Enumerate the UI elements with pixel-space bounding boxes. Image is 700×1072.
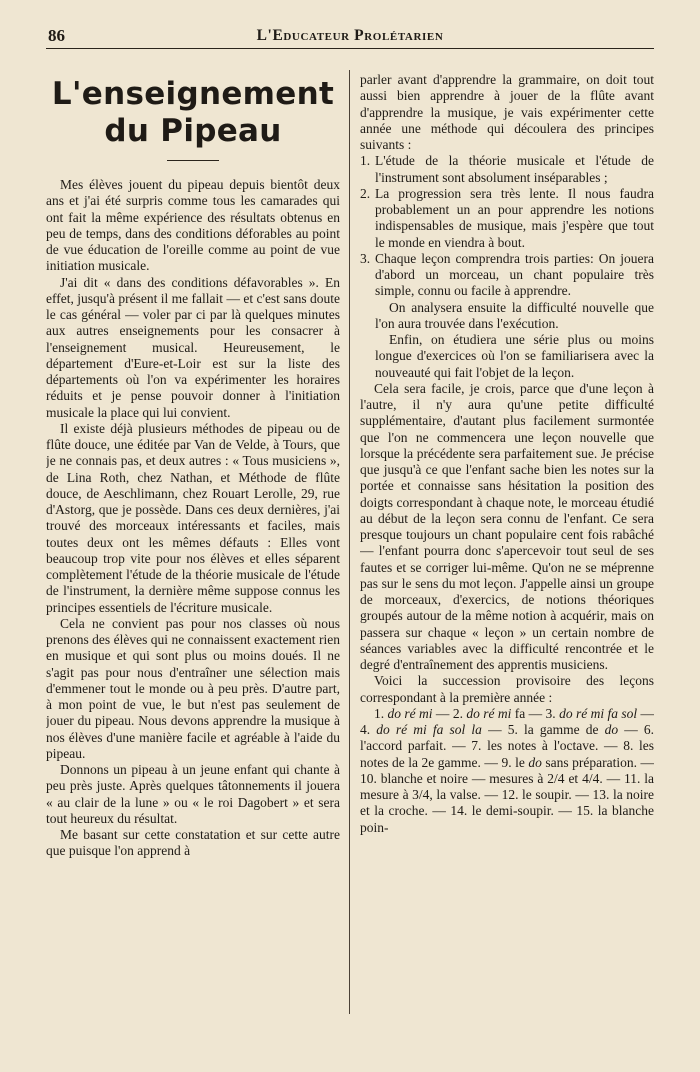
paragraph: Il existe déjà plusieurs méthodes de pipeau ou de flûte douce, une éditée par Van de Velde, à Tours, que je ne connais pas, et deux autres : « Tous musiciens », de Lina Roth, chez Nathan, et Méthode de flûte douce, de Aeschlimann, chez Rouart Lerolle, 29, rue d'Astorg, que je possède. Dans ces deux dernières, j'ai trouvé des morceaux intéressants et faciles, mais toutes deux ont les mêmes défauts : Elles vont beaucoup trop vite pour nos élèves et elles séparent complètement l'étude de la théorie musicale de l'étude de l'instrument, la dernière même suppose connus les principes essentiels de l'écriture musicale. <box>46 420 340 615</box>
lesson-item <box>471 738 598 753</box>
list-number: 2. <box>360 185 371 201</box>
lesson-number: 11. <box>623 770 645 786</box>
paragraph: Cela sera facile, je crois, parce que d'une leçon à l'autre, il n'y aura qu'une petite difficulté supplémentaire, d'autant plus facilement surmontée que l'on ne commencera une leçon nouvelle que lorsque la précédente sera parfaitement sue. Je précise que jusqu'à ce que l'enfant sache bien les notes sur la portée et connaisse sans hésitation la position des doigts correspondant à chaque note, le morceau étudié au début de la leçon sera connu de l'enfant. Ce sera presque toujours un chant populaire cent fois rabâché — l'enfant pourra donc s'apercevoir tout seul de ses fautes et se corriger lui-même. Qu'on ne se méprenne pas sur le sens du mot leçon. J'appelle ainsi un groupe de morceaux, d'exercics, de notions théoriques groupés autour de la même notion à acquérir, mais on passera sur chaque « leçon » un certain nombre de séances variables avec la difficulté rencontrée et le degré d'entraînement des apprentis musiciens. <box>360 380 654 672</box>
page-header <box>46 22 654 49</box>
lesson-number: 13. <box>592 787 613 802</box>
lesson-number: 14. <box>450 803 472 819</box>
lesson-number: 8. <box>623 738 639 754</box>
note-names: do ré mi <box>387 705 433 721</box>
lesson-number: 12. <box>501 787 523 802</box>
lesson-item <box>502 787 572 802</box>
lesson-number: 5. <box>507 722 524 737</box>
list-item-text: La progression sera très lente. Il nous faudra probablement un an pour apprendre les notions indispensables de musique, mais j'espère que tout le monde en viendra à bout. <box>375 185 654 250</box>
lesson-item <box>360 722 482 737</box>
paragraph: Voici la succession provisoire des leçons correspondant à la première année : <box>360 673 654 705</box>
running-title: L'Educateur Prolétarien <box>256 27 444 44</box>
lesson-number: 4. <box>360 722 377 737</box>
column-divider <box>349 70 350 1014</box>
lesson-number: 3. <box>545 705 560 721</box>
list-item-subparagraph: Enfin, on étudiera une série plus ou moins longue d'exercices où l'on se familiarisera avec la nouveauté qui fait l'objet de la leçon. <box>375 332 654 380</box>
paragraph: Me basant sur cette constatation et sur cette autre que puisque l'on apprend à <box>46 827 340 859</box>
list-item <box>360 153 654 186</box>
title-line-1: L'enseignement <box>51 76 335 112</box>
lessons-sequence: 1. do ré mi — 2. do ré mi fa — 3. do ré mi fa sol — 4. do ré mi fa sol la — 5. la gamme de do — 6. l'accord parfait. — 7. les notes à l'octave. — 8. les notes de la 2e gamme. — 9. le do sans préparation. — 10. blanche et noire — mesures à 2/4 et 4/4. — 11. la mesure à 3/4, la valse. — 12. le soupir. — 13. la noire et la croche. — 14. le demi-soupir. — 15. la blanche poin- <box>360 705 654 835</box>
paragraph: parler avant d'apprendre la grammaire, on doit tout aussi bien apprendre à jouer de la flûte avant d'apprendre la musique, je vais expérimenter cette année une méthode qui découlera des principes suivants : <box>360 72 654 152</box>
lesson-number: 1. <box>374 705 388 721</box>
left-column <box>46 64 340 1014</box>
lesson-text: le <box>515 754 529 770</box>
lesson-item <box>450 803 554 818</box>
list-number: 3. <box>360 250 371 266</box>
note-names: do ré mi <box>466 705 512 721</box>
note-names: do ré mi fa sol la <box>376 722 482 737</box>
lesson-text: la blanche poin- <box>360 803 654 835</box>
lesson-item <box>453 706 525 721</box>
title-line-2: du Pipeau <box>104 113 282 149</box>
list-item <box>360 251 654 381</box>
lesson-number: 7. <box>471 738 488 754</box>
lesson-item <box>501 755 637 770</box>
list-item-text: Chaque leçon comprendra trois parties: On jouera d'abord un morceau, un chant populaire très simple, connu ou facile à apprendre. <box>375 250 654 299</box>
lesson-text: blanche et noire — mesures à 2/4 et 4/4. <box>380 770 603 786</box>
paragraph: Donnons un pipeau à un jeune enfant qui chante à peu près juste. Après quelques tâtonnements il jouera « au clair de la lune » ou « le roi Dagobert » et sera tout heureux du résultat. <box>46 762 340 826</box>
article-title <box>46 76 340 150</box>
lesson-text: le demi-soupir. <box>471 803 554 819</box>
list-item-subparagraph: On analysera ensuite la difficulté nouvelle que l'on aura trouvée dans l'exécution. <box>375 299 654 331</box>
principles-list <box>360 153 654 381</box>
lesson-text: l'accord parfait. <box>360 738 447 754</box>
lesson-text: sans préparation. <box>541 754 638 770</box>
page-number: 86 <box>48 26 65 45</box>
article-body <box>46 64 654 1014</box>
lesson-number: 9. <box>501 754 516 770</box>
lesson-text: la mesure à 3/4, la valse. <box>360 770 654 802</box>
list-number: 1. <box>360 153 371 169</box>
lesson-item <box>508 722 618 737</box>
paragraph: Mes élèves jouent du pipeau depuis bientôt deux ans et j'ai été surpris comme tous les camarades qui ont fait la même expérience des résultats obtenus en peu de temps, dans des conditions déforables au point de vue éducation de l'oreille comme au point de vue initiation musicale. <box>46 177 340 274</box>
lesson-number: 6. <box>643 722 654 737</box>
lesson-item <box>546 706 638 721</box>
lesson-item <box>360 771 603 786</box>
lesson-text: la noire et la croche. <box>360 787 654 819</box>
paragraph: J'ai dit « dans des conditions défavorables ». En effet, jusqu'à présent il me fallait — et c'est sans doute le cas général — voler par ci par là quelques minutes aux autres enseignements pour les consacrer à l'enseignement musical. Heureusement, le département d'Eure-et-Loir est sur la liste des départements où l'on va expérimenter les horaires réduits et je pense pouvoir donner à l'initiation musicale la place qui lui convient. <box>46 274 340 420</box>
note-names: do <box>528 754 542 770</box>
paragraph: Cela ne convient pas pour nos classes où nous prenons des élèves qui ne connaissent exactement rien en musique et qui sont plus ou moins doués. Il ne s'agit pas pour nous d'entraîner une sélection mais d'emmener tout le monde ou à peu près. D'autre part, à mon point de vue, le but n'est pas seulement de jouer du pipeau. Nous devons apprendre la musique à nos élèves d'une manière facile et agréable à l'aide du pipeau. <box>46 615 340 761</box>
lesson-text: les notes à l'octave. <box>487 738 599 754</box>
lesson-item <box>374 706 433 721</box>
note-names: do <box>604 722 619 737</box>
lesson-number: 2. <box>452 705 467 721</box>
note-names: do ré mi fa sol <box>559 705 638 721</box>
list-item-text: L'étude de la théorie musicale et l'étude de l'instrument sont absolument inséparables ; <box>375 153 654 185</box>
title-rule <box>167 160 219 161</box>
lesson-text: le soupir. <box>522 787 572 802</box>
list-item <box>360 186 654 251</box>
lesson-text: les notes de la 2e gamme. <box>360 738 654 770</box>
lesson-text: fa <box>511 705 526 721</box>
right-column <box>360 72 654 1022</box>
lesson-number: 10. <box>360 770 381 786</box>
lesson-text: la gamme de <box>523 722 605 737</box>
lesson-number: 15. <box>576 803 598 819</box>
